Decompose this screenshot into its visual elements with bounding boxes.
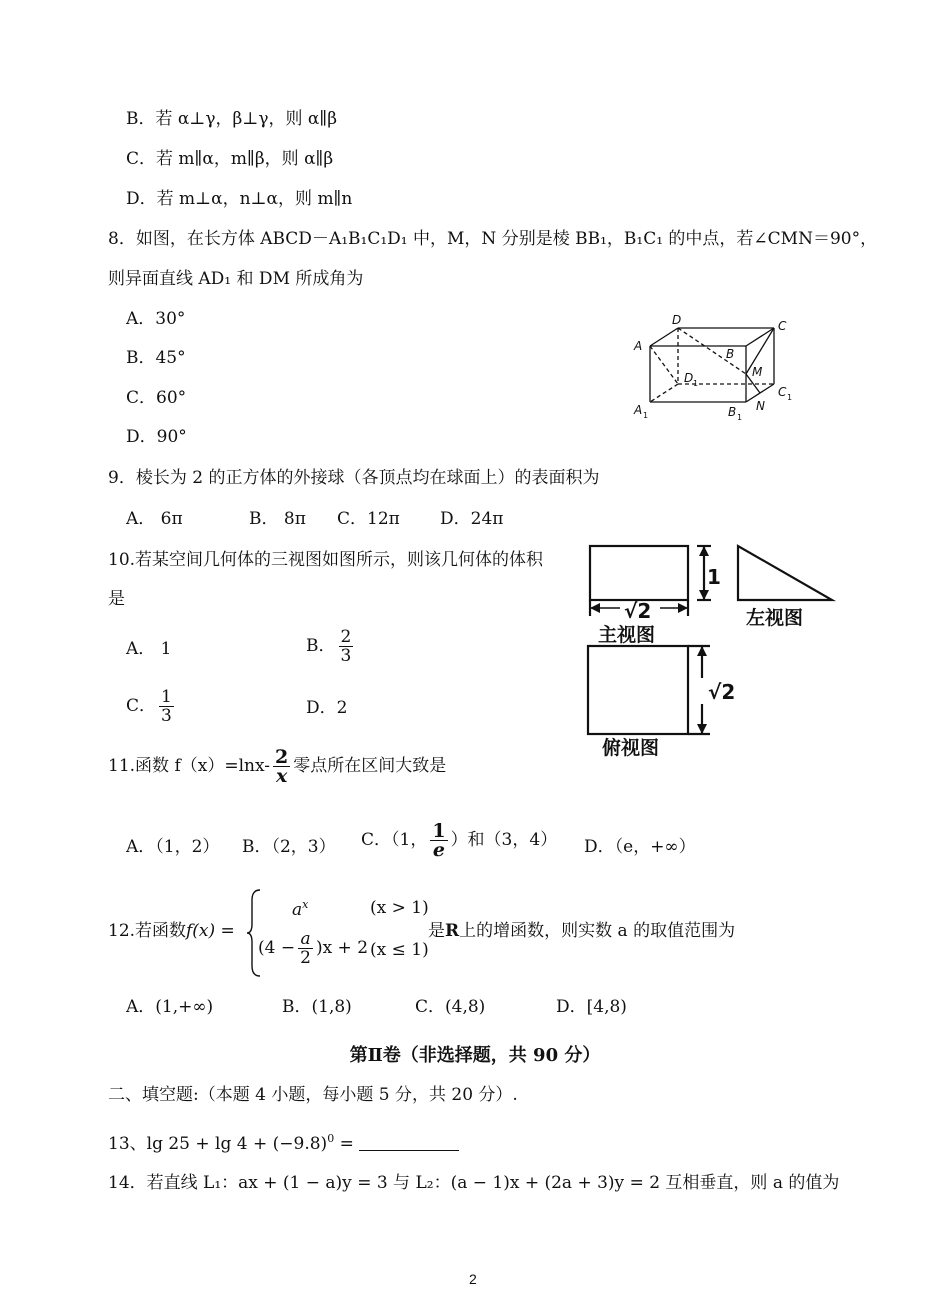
q10-stem-line1: 10.若某空间几何体的三视图如图所示，则该几何体的体积	[108, 550, 544, 570]
q12-option-b: B．(1,8)	[282, 997, 352, 1017]
q14: 14．若直线 L₁：ax + (1 − a)y = 3 与 L₂：(a − 1)x + (2a + 3)y = 2 互相垂直，则 a 的值为	[108, 1173, 840, 1193]
sub-B1: 1	[737, 413, 743, 422]
q8-option-a: A．30°	[126, 309, 186, 329]
fill-in-instruction: 二、填空题:（本题 4 小题，每小题 5 分，共 20 分）.	[108, 1085, 518, 1105]
q12-stem-pre: 12.若函数	[108, 921, 187, 941]
q11-stem: 11.函数 f（x）=lnx- $\frac{2}{x}$ 零点所在区间大致是	[108, 746, 447, 787]
q11-option-b: B．（2，3）	[242, 837, 336, 857]
q11-option-d: D．（e，+∞）	[584, 837, 696, 857]
label-A1: A	[634, 403, 643, 417]
label-B: B	[726, 347, 735, 361]
q9-stem: 9．棱长为 2 的正方体的外接球（各顶点均在球面上）的表面积为	[108, 468, 600, 488]
q9-option-a: A． 6π	[126, 509, 183, 529]
dim-depth-label: √2	[708, 680, 736, 704]
page-number: 2	[469, 1271, 477, 1287]
q12-case2: (4 − $\frac{a}{2}$ )x + 2	[258, 929, 369, 968]
q12-case2-cond: (x ≤ 1)	[370, 940, 429, 960]
q7-option-d: D．若 m⊥α，n⊥α，则 m∥n	[126, 189, 353, 209]
q12-case1: $a^x$	[292, 898, 309, 920]
top-view-label: 俯视图	[602, 737, 660, 759]
label-A: A	[634, 339, 643, 353]
label-D1: D	[684, 371, 694, 385]
q12-fx: f(x) =	[186, 921, 235, 941]
sub-D1: 1	[693, 379, 699, 388]
q9-option-d: D．24π	[440, 509, 504, 529]
q8-option-c: C．60°	[126, 388, 187, 408]
q12-option-c: C．(4,8)	[415, 997, 486, 1017]
q13-answer-blank[interactable]	[359, 1134, 459, 1151]
sub-C1: 1	[787, 393, 793, 402]
q11-option-a: A．（1，2）	[126, 837, 220, 857]
q7-option-c: C．若 m∥α，m∥β，则 α∥β	[126, 149, 334, 169]
q10-stem-line2: 是	[108, 589, 125, 609]
q12-option-a: A．(1,+∞)	[126, 997, 214, 1017]
dim-width-label: √2	[624, 599, 652, 623]
q12-option-d: D．[4,8)	[556, 997, 627, 1017]
label-C: C	[778, 319, 787, 333]
label-N: N	[756, 399, 765, 413]
q9-option-c: C．12π	[337, 509, 400, 529]
label-M: M	[752, 365, 763, 379]
section-ii-title: 第Ⅱ卷（非选择题，共 90 分）	[349, 1045, 601, 1066]
label-D: D	[672, 313, 682, 327]
label-C1: C	[778, 385, 787, 399]
q8-option-b: B．45°	[126, 348, 186, 368]
three-view-figure	[580, 538, 840, 763]
q7-option-b: B．若 α⊥γ，β⊥γ，则 α∥β	[126, 109, 338, 129]
label-B1: B	[728, 405, 737, 419]
q8-stem-line1: 8．如图，在长方体 ABCD－A₁B₁C₁D₁ 中，M，N 分别是棱 BB₁，B₁C₁ 的中点，若∠CMN＝90°，	[108, 229, 878, 249]
sub-A1: 1	[643, 411, 649, 420]
q10-option-c: C． $\frac{1}{3}$	[126, 687, 172, 726]
q8-option-d: D．90°	[126, 427, 187, 447]
q11-option-c: C．（1， $\frac{1}{e}$ ）和（3，4）	[361, 820, 558, 861]
side-view-label: 左视图	[746, 607, 804, 629]
q12-stem-post: 是R上的增函数，则实数 a 的取值范围为	[428, 921, 736, 941]
q10-option-d: D．2	[306, 698, 348, 718]
dim-height-label: 1	[707, 565, 721, 589]
q9-option-b: B． 8π	[249, 509, 306, 529]
q8-stem-line2: 则异面直线 AD₁ 和 DM 所成角为	[108, 269, 364, 289]
q13: 13、$\lg 25 + \lg 4 + (-9.8)^0$ =	[108, 1128, 459, 1155]
cuboid-figure	[628, 310, 798, 430]
q10-option-b: B． $\frac{2}{3}$	[306, 627, 352, 666]
front-view-label: 主视图	[598, 624, 656, 646]
q12-case1-cond: (x > 1)	[370, 898, 429, 918]
q10-option-a: A． 1	[126, 639, 172, 659]
